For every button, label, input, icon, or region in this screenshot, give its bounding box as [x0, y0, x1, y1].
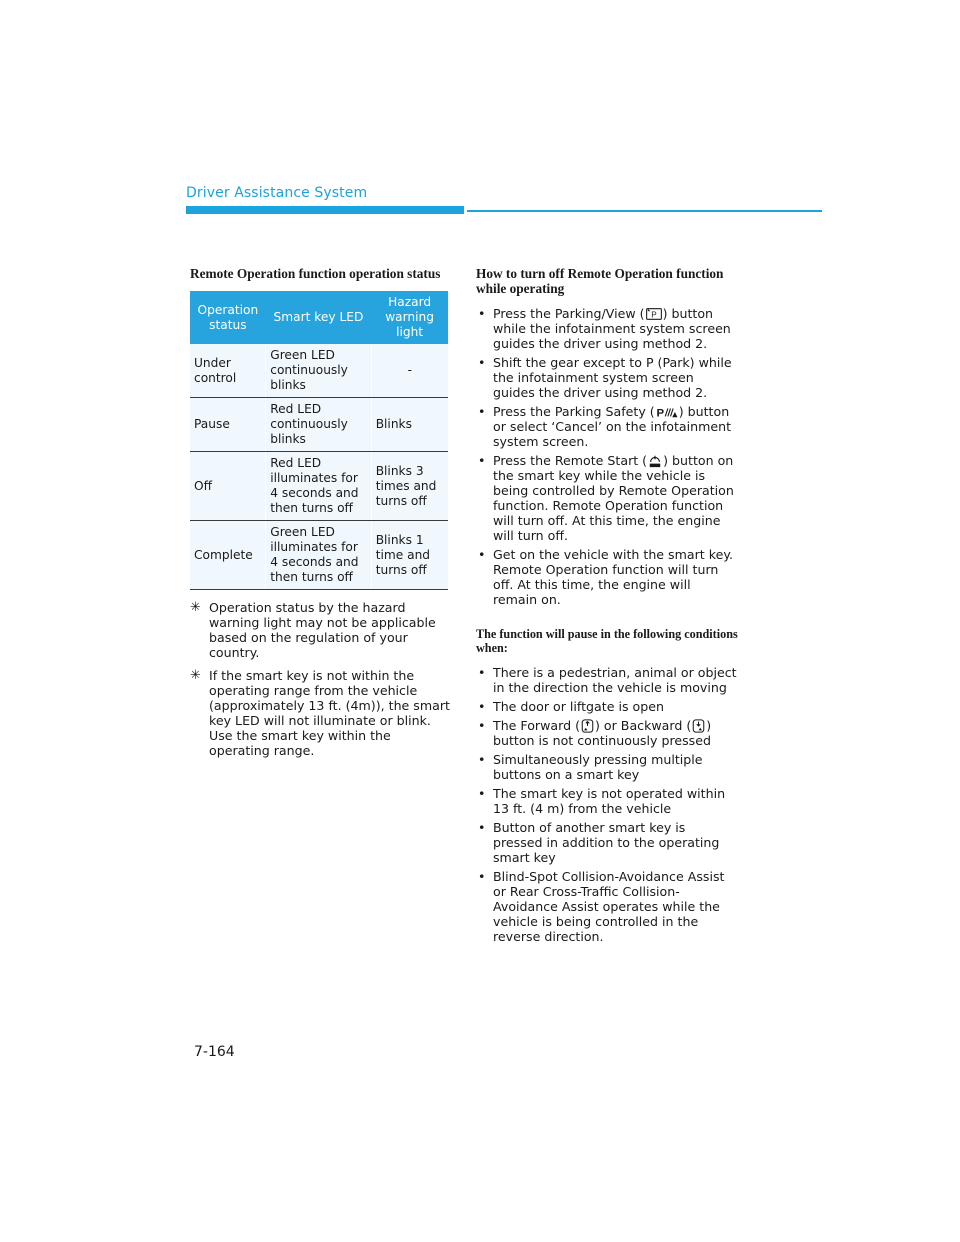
list-text: Get on the vehicle with the smart key. Remote Operation function will turn off. At this time, the engine will remain on.	[493, 547, 733, 607]
list-text: Button of another smart key is pressed in addition to the operating smart key	[493, 820, 720, 865]
note-item	[190, 668, 450, 758]
row-status: Pause	[190, 398, 266, 452]
section-title: Driver Assistance System	[186, 185, 368, 201]
note-text: If the smart key is not within the operating range from the vehicle (approximately 13 ft. (4m)), the smart key LED will not illuminate or blink. Use the smart key within the operating range.	[209, 668, 450, 758]
backward-icon	[691, 719, 706, 733]
table-row	[190, 521, 448, 590]
list-text: Press the Parking/View (	[493, 306, 645, 321]
pause-heading: The function will pause in the following conditions when:	[476, 627, 738, 655]
list-item	[476, 547, 738, 607]
notes-list	[190, 600, 450, 758]
left-column	[190, 266, 450, 766]
list-item	[476, 752, 738, 782]
table-row	[190, 344, 448, 398]
row-led: Green LED continuously blinks	[266, 344, 371, 398]
row-status: Off	[190, 452, 266, 521]
list-text: ) or Backward (	[595, 718, 692, 733]
turnoff-list	[476, 306, 738, 607]
row-hazard: Blinks	[371, 398, 448, 452]
note-text: Operation status by the hazard warning light may not be applicable based on the regulation of your country.	[209, 600, 436, 660]
row-hazard: -	[371, 344, 448, 398]
header-rule	[467, 210, 822, 212]
list-text: There is a pedestrian, animal or object in the direction the vehicle is moving	[493, 665, 737, 695]
list-item	[476, 718, 738, 748]
table-row	[190, 398, 448, 452]
turnoff-heading: How to turn off Remote Operation function while operating	[476, 266, 724, 296]
list-item	[476, 453, 738, 543]
list-text: Press the Parking Safety (	[493, 404, 655, 419]
list-item	[476, 306, 738, 351]
forward-icon	[580, 719, 595, 733]
col-smart-key-led: Smart key LED	[266, 291, 371, 344]
list-item	[476, 699, 738, 714]
row-led: Red LED illuminates for 4 seconds and then turns off	[266, 452, 371, 521]
list-item	[476, 869, 738, 944]
list-text: ) button or select ‘Cancel’ on the infotainment system screen.	[493, 404, 732, 449]
list-text: Press the Remote Start (	[493, 453, 648, 468]
list-text: Blind-Spot Collision-Avoidance Assist or Rear Cross-Traffic Collision-Avoidance Assist operates while the vehicle is being controlled in the reverse direction.	[493, 869, 725, 944]
col-hazard-light: Hazard warning light	[371, 291, 448, 344]
list-text: The door or liftgate is open	[493, 699, 664, 714]
row-led: Red LED continuously blinks	[266, 398, 371, 452]
row-led: Green LED illuminates for 4 seconds and then turns off	[266, 521, 371, 590]
list-text: ) button on the smart key while the vehicle is being controlled by Remote Operation function. Remote Operation function will turn off. At this time, the engine will turn off.	[493, 453, 734, 543]
right-column	[476, 266, 738, 948]
status-table	[190, 291, 448, 590]
row-status: Complete	[190, 521, 266, 590]
svg-text:P: P	[650, 310, 657, 320]
list-text: ) button while the infotainment system screen guides the driver using method 2.	[493, 306, 731, 351]
row-hazard: Blinks 3 times and turns off	[371, 452, 448, 521]
list-item	[476, 665, 738, 695]
list-text: The Forward (	[493, 718, 580, 733]
list-text: The smart key is not operated within 13 ft. (4 m) from the vehicle	[493, 786, 726, 816]
list-item	[476, 355, 738, 400]
note-asterisk-icon: ✳	[190, 600, 201, 615]
status-heading: Remote Operation function operation status	[190, 266, 441, 281]
table-row	[190, 452, 448, 521]
pause-list	[476, 665, 738, 944]
row-status: Under control	[190, 344, 266, 398]
parking-view-icon	[645, 307, 663, 321]
remote-start-icon	[647, 454, 663, 468]
table-header-row	[190, 291, 448, 344]
list-text: Simultaneously pressing multiple buttons on a smart key	[493, 752, 703, 782]
page-number: 7-164	[194, 1044, 235, 1060]
list-text: ) button is not continuously pressed	[493, 718, 712, 748]
header-bar	[186, 206, 464, 214]
row-hazard: Blinks 1 time and turns off	[371, 521, 448, 590]
list-item	[476, 404, 738, 449]
col-operation-status: Operation status	[190, 291, 266, 344]
parking-safety-icon	[655, 405, 679, 419]
note-item	[190, 600, 450, 660]
list-item	[476, 820, 738, 865]
note-asterisk-icon: ✳	[190, 668, 201, 683]
list-item	[476, 786, 738, 816]
list-text: Shift the gear except to P (Park) while the infotainment system screen guides the driver using method 2.	[493, 355, 732, 400]
svg-text:P: P	[656, 407, 664, 419]
